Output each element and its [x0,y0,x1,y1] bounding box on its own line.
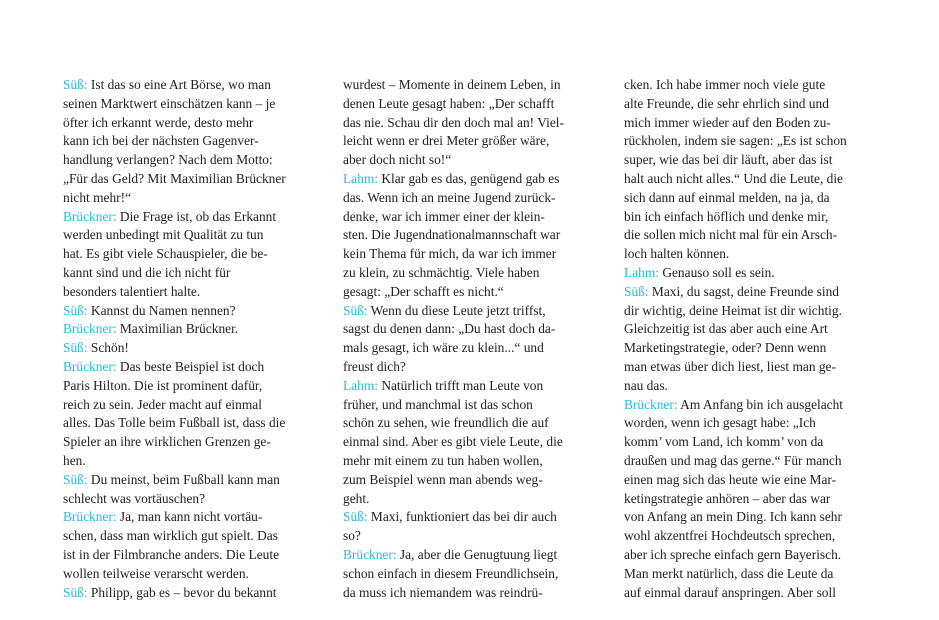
line-text: komm’ vom Land, ich komm’ von da [624,434,824,450]
line-text: nau das. [624,377,668,393]
text-line [343,245,601,264]
line-text: freust dich? [343,358,406,374]
text-line [63,95,321,114]
line-text: Maxi, funktioniert das bei dir auch [367,509,557,525]
text-line [343,320,601,339]
line-text: Spieler an ihre wirklichen Grenzen ge- [63,434,271,450]
text-line [624,546,882,565]
line-text: schlecht was vortäuschen? [63,490,206,506]
line-text: aber doch nicht so!“ [343,152,452,168]
text-line [63,339,321,358]
text-line [63,264,321,283]
text-line [63,377,321,396]
text-line [63,433,321,452]
speaker-label: Süß: [343,302,368,318]
text-line [343,283,601,302]
text-line [343,226,601,245]
speaker-label: Brückner: [63,321,117,337]
text-line [624,508,882,527]
line-text: Das beste Beispiel ist doch [116,358,265,374]
speaker-label: Brückner: [63,208,117,224]
line-text: geht. [343,490,370,506]
text-line [343,490,601,509]
text-line [624,245,882,264]
text-line [63,396,321,415]
line-text: alte Freunde, die sehr ehrlich sind und [624,95,829,111]
text-line [63,414,321,433]
line-text: so? [343,528,361,544]
line-text: wollen teilweise verarscht werden. [63,565,249,581]
line-text: handlung verlangen? Nach dem Motto: [63,152,273,168]
speaker-label: Brückner: [343,546,397,562]
line-text: auf einmal darauf anspringen. Aber soll [624,584,836,600]
text-line [624,471,882,490]
text-line [63,546,321,565]
line-text: seinen Marktwert einschätzen kann – je [63,95,276,111]
line-text: loch halten können. [624,246,730,262]
text-line [343,76,601,95]
line-text: kein Thema für mich, da war ich immer [343,246,557,262]
line-text: schen, dass man wirklich gut spielt. Das [63,528,278,544]
line-text: reich zu sein. Jeder macht auf einmal [63,396,262,412]
speaker-label: Brückner: [63,358,117,374]
text-line [624,320,882,339]
line-text: besonders talentiert halte. [63,283,201,299]
text-line [63,302,321,321]
line-text: Du meinst, beim Fußball kann man [87,471,280,487]
text-line [343,189,601,208]
speaker-label: Lahm: [624,264,659,280]
text-line [343,264,601,283]
text-line [63,226,321,245]
text-line [624,132,882,151]
text-line [63,471,321,490]
text-line [343,433,601,452]
line-text: einen mag sich das heute wie eine Mar- [624,471,837,487]
line-text: Ist das so eine Art Börse, wo man [87,77,271,92]
line-text: Natürlich trifft man Leute von [377,377,544,393]
text-line [343,546,601,565]
speaker-label: Süß: [63,77,88,92]
speaker-label: Süß: [63,302,88,318]
line-text: Maxi, du sagst, deine Freunde sind [648,283,839,299]
line-text: Marketingstrategie, oder? Denn wenn [624,340,827,356]
line-text: Genauso soll es sein. [658,264,775,280]
text-line [63,208,321,227]
text-line [63,132,321,151]
line-text: draußen und mag das gerne.“ Für manch [624,452,842,468]
line-text: bin ich einfach höflich und denke mir, [624,208,829,224]
text-line [343,170,601,189]
line-text: leicht wenn er drei Meter größer wäre, [343,133,550,149]
speaker-label: Süß: [63,340,88,356]
line-text: mich immer wieder auf den Boden zu- [624,114,831,130]
text-line [624,208,882,227]
text-line [624,95,882,114]
text-column-3 [624,76,882,602]
line-text: von Anfang an mein Ding. Ich kann sehr [624,509,842,525]
line-text: die sollen mich nicht mal für ein Arsch- [624,227,838,243]
text-line [624,527,882,546]
text-line [63,170,321,189]
text-line [343,358,601,377]
text-line [63,283,321,302]
text-line [63,527,321,546]
line-text: da muss ich niemandem was reindrü- [343,584,543,600]
line-text: Klar gab es das, genügend gab es [377,170,560,186]
text-line [624,339,882,358]
text-line [63,584,321,603]
line-text: mals gesagt, ich wäre zu klein...“ und [343,340,544,356]
text-line [343,584,601,603]
line-text: werden unbedingt mit Qualität zu tun [63,227,264,243]
line-text: denke, war ich immer einer der klein- [343,208,545,224]
text-line [624,151,882,170]
text-line [624,490,882,509]
text-line [624,76,882,95]
line-text: super, wie das bei dir läuft, aber das ist [624,152,833,168]
text-line [624,264,882,283]
text-line [343,565,601,584]
text-line [63,490,321,509]
line-text: mehr mit einem zu tun haben wollen, [343,452,543,468]
text-line [624,377,882,396]
text-line [63,245,321,264]
text-line [343,471,601,490]
line-text: Ja, aber die Genugtuung liegt [396,546,558,562]
line-text: rückholen, indem sie sagen: „Es ist schon [624,133,847,149]
speaker-label: Süß: [63,471,88,487]
text-line [343,508,601,527]
line-text: gesagt: „Der schafft es nicht.“ [343,283,504,299]
text-line [343,95,601,114]
line-text: wohl akzentfrei Hochdeutsch sprechen, [624,528,836,544]
speaker-label: Süß: [63,584,88,600]
text-line [63,189,321,208]
line-text: das nie. Schau dir den doch mal an! Viel- [343,114,564,130]
line-text: früher, und manchmal ist das schon [343,396,533,412]
line-text: öfter ich erkannt werde, desto mehr [63,114,254,130]
line-text: zum Beispiel wenn man abends weg- [343,471,543,487]
text-line [343,339,601,358]
text-line [624,584,882,603]
line-text: Schön! [87,340,129,356]
line-text: cken. Ich habe immer noch viele gute [624,77,826,92]
line-text: denen Leute gesagt haben: „Der schafft [343,95,555,111]
text-line [624,302,882,321]
text-line [63,565,321,584]
line-text: kann ich bei der nächsten Gagenver- [63,133,259,149]
text-line [343,208,601,227]
line-text: sten. Die Jugendnationalmannschaft war [343,227,561,243]
text-line [343,452,601,471]
speaker-label: Brückner: [63,509,117,525]
line-text: Wenn du diese Leute jetzt triffst, [367,302,546,318]
text-line [63,358,321,377]
line-text: hat. Es gibt viele Schauspieler, die be- [63,246,268,262]
text-line [343,377,601,396]
line-text: worden, wenn ich gesagt habe: „Ich [624,415,816,431]
line-text: Man merkt natürlich, dass die Leute da [624,565,834,581]
text-line [343,132,601,151]
line-text: Am Anfang bin ich ausgelacht [677,396,844,412]
line-text: schön zu sehen, wie freundlich die auf [343,415,549,431]
line-text: ketingstrategie anhören – aber das war [624,490,831,506]
line-text: sich dann auf einmal melden, na ja, da [624,189,830,205]
text-line [63,320,321,339]
text-line [624,396,882,415]
line-text: man etwas über dich liest, liest man ge- [624,358,836,374]
text-line [343,114,601,133]
line-text: Ja, man kann nicht vortäu- [116,509,263,525]
speaker-label: Lahm: [343,377,378,393]
line-text: Paris Hilton. Die ist prominent dafür, [63,377,263,393]
speaker-label: Brückner: [624,396,678,412]
text-line [624,565,882,584]
line-text: aber ich spreche einfach gern Bayerisch. [624,546,842,562]
line-text: hen. [63,452,86,468]
text-line [63,114,321,133]
text-line [624,452,882,471]
text-line [624,283,882,302]
speaker-label: Süß: [343,509,368,525]
text-line [624,358,882,377]
text-line [624,433,882,452]
line-text: wurdest – Momente in deinem Leben, in [343,77,561,92]
text-line [63,452,321,471]
text-line [343,151,601,170]
line-text: Gleichzeitig ist das aber auch eine Art [624,321,828,337]
text-line [343,414,601,433]
line-text: schon einfach in diesem Freundlichsein, [343,565,559,581]
text-line [63,508,321,527]
line-text: Philipp, gab es – bevor du bekannt [87,584,277,600]
text-column-1 [63,76,321,602]
line-text: nicht mehr!“ [63,189,132,205]
text-line [343,302,601,321]
line-text: ist in der Filmbranche anders. Die Leute [63,546,280,562]
text-line [624,170,882,189]
text-line [624,189,882,208]
line-text: sagst du denen dann: „Du hast doch da- [343,321,556,337]
line-text: das. Wenn ich an meine Jugend zurück- [343,189,556,205]
text-line [63,151,321,170]
line-text: Kannst du Namen nennen? [87,302,236,318]
line-text: einmal sind. Aber es gibt viele Leute, die [343,434,563,450]
text-line [63,76,321,95]
text-line [624,226,882,245]
line-text: halt auch nicht alles.“ Und die Leute, die [624,170,844,186]
text-column-2 [343,76,601,602]
line-text: Die Frage ist, ob das Erkannt [116,208,277,224]
speaker-label: Lahm: [343,170,378,186]
line-text: kannt sind und die ich nicht für [63,264,231,280]
text-line [343,527,601,546]
line-text: zu klein, zu schmächtig. Viele haben [343,264,540,280]
line-text: Maximilian Brückner. [116,321,239,337]
line-text: alles. Das Tolle beim Fußball ist, dass die [63,415,286,431]
text-line [624,414,882,433]
line-text: dir wichtig, deine Heimat ist dir wichtig. [624,302,842,318]
text-line [624,114,882,133]
text-line [343,396,601,415]
line-text: „Für das Geld? Mit Maximilian Brückner [63,170,286,186]
speaker-label: Süß: [624,283,649,299]
